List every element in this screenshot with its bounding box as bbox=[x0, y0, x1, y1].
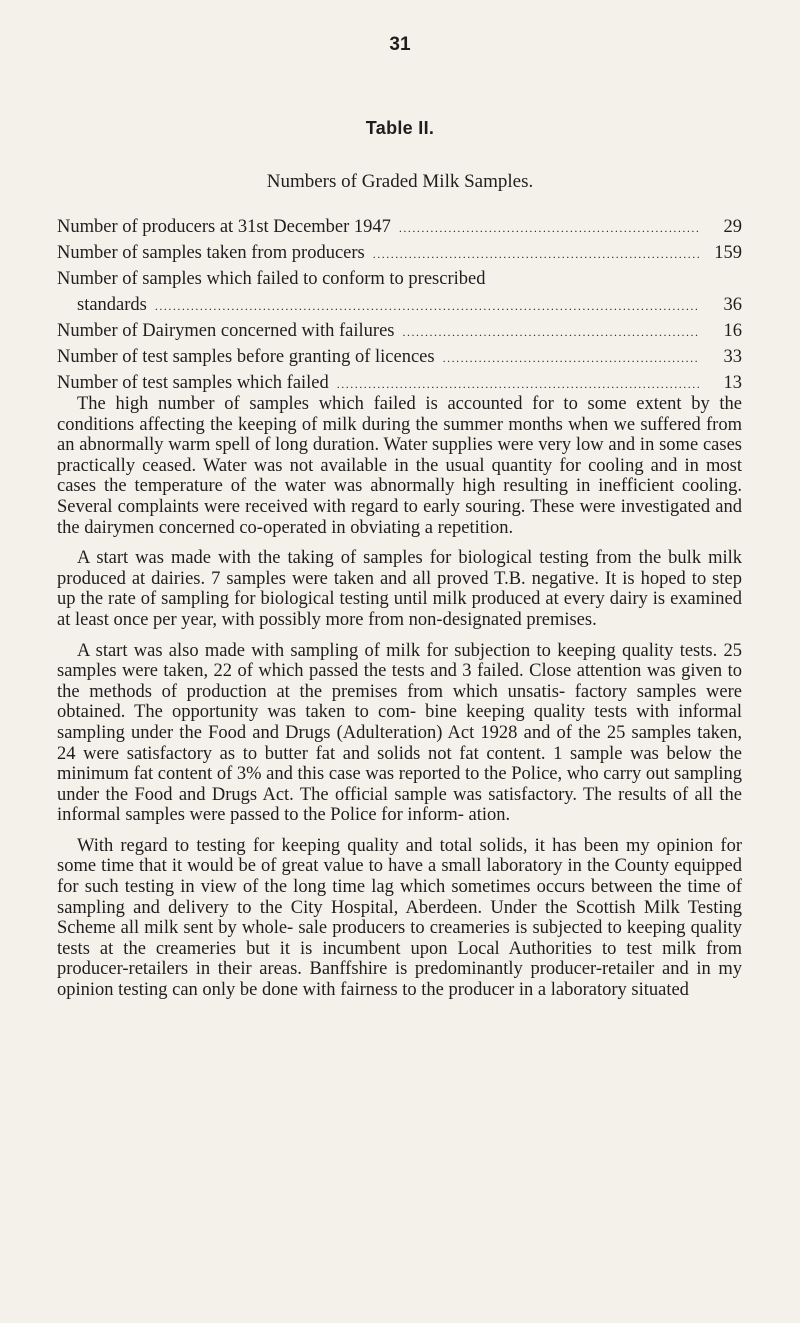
dot-leader bbox=[443, 345, 700, 371]
dot-leader bbox=[403, 319, 701, 345]
dot-leader bbox=[373, 241, 700, 267]
row-label: Number of samples taken from producers bbox=[57, 243, 365, 263]
table-row bbox=[57, 266, 742, 292]
samples-table bbox=[57, 214, 742, 396]
paragraph: With regard to testing for keeping quality and total solids, it has been my opinion for some time that it would be of great value to have a small laboratory in the County equipped for such testing in view of the long time lag which sometimes occurs between the time of sampling and delivery to the City Hospital, Aberdeen. Under the Scottish Milk Testing Scheme all milk sent by whole- sale producers to creameries is subjected to keeping quality tests at the creameries but it is incumbent upon Local Authorities to test milk from producer-retailers in their areas. Banffshire is predominantly producer-retailer and in my opinion testing can only be done with fairness to the producer in a laboratory situated bbox=[57, 835, 742, 1001]
table-row-continuation bbox=[57, 292, 742, 318]
page-number: 31 bbox=[389, 34, 411, 55]
table-row bbox=[57, 370, 742, 396]
dot-leader bbox=[155, 293, 700, 319]
paragraph: A start was also made with sampling of milk for subjection to keeping quality tests. 25 samples were taken, 22 of which passed the tests and 3 failed. Close attention was given to the methods of production at the premises from which unsatis- factory samples were obtained. The opportunity was taken to com- bine keeping quality tests with informal sampling under the Food and Drugs (Adulteration) Act 1928 and of the 25 samples taken, 24 were satisfactory as to butter fat and solids not fat content. 1 sample was below the minimum fat content of 3% and this case was reported to the Police, who carry out sampling under the Food and Drugs Act. The official sample was satisfactory. The results of all the informal samples were passed to the Police for inform- ation. bbox=[57, 640, 742, 826]
table-title: Table II. bbox=[365, 118, 435, 138]
row-label-continued: standards bbox=[77, 295, 147, 315]
table-row bbox=[57, 240, 742, 266]
table-row bbox=[57, 344, 742, 370]
row-label: Number of Dairymen concerned with failures bbox=[57, 321, 395, 341]
table-subtitle: Numbers of Graded Milk Samples. bbox=[266, 171, 534, 192]
table-row bbox=[57, 318, 742, 344]
body-text bbox=[57, 394, 742, 1011]
paragraph: The high number of samples which failed is accounted for to some extent by the conditions affecting the keeping of milk during the summer months when we suffered from an abnormally warm spell of long duration. Water supplies were very low and in some cases practically ceased. Water was not available in the usual quantity for cooling and in most cases the temperature of the water was abnormally high resulting in inefficient cooling. Several complaints were received with regard to early souring. These were investigated and the dairymen concerned co-operated in obviating a repetition. bbox=[57, 394, 742, 538]
row-value: 159 bbox=[714, 243, 742, 263]
paragraph: A start was made with the taking of samples for biological testing from the bulk milk produced at dairies. 7 samples were taken and all proved T.B. negative. It is hoped to step up the rate of sampling for biological testing until milk produced at every dairy is examined at least once per year, with possibly more from non-designated premises. bbox=[57, 548, 742, 630]
table-row bbox=[57, 214, 742, 240]
row-value: 16 bbox=[723, 321, 742, 341]
row-value: 36 bbox=[723, 295, 742, 315]
dot-leader bbox=[399, 215, 700, 241]
row-label: Number of samples which failed to conform to prescribed bbox=[57, 269, 486, 289]
row-label: Number of test samples which failed bbox=[57, 373, 329, 393]
row-value: 29 bbox=[723, 217, 742, 237]
row-value: 13 bbox=[723, 373, 742, 393]
row-label: Number of producers at 31st December 1947 bbox=[57, 217, 391, 237]
row-value: 33 bbox=[723, 347, 742, 367]
row-label: Number of test samples before granting of licences bbox=[57, 347, 435, 367]
